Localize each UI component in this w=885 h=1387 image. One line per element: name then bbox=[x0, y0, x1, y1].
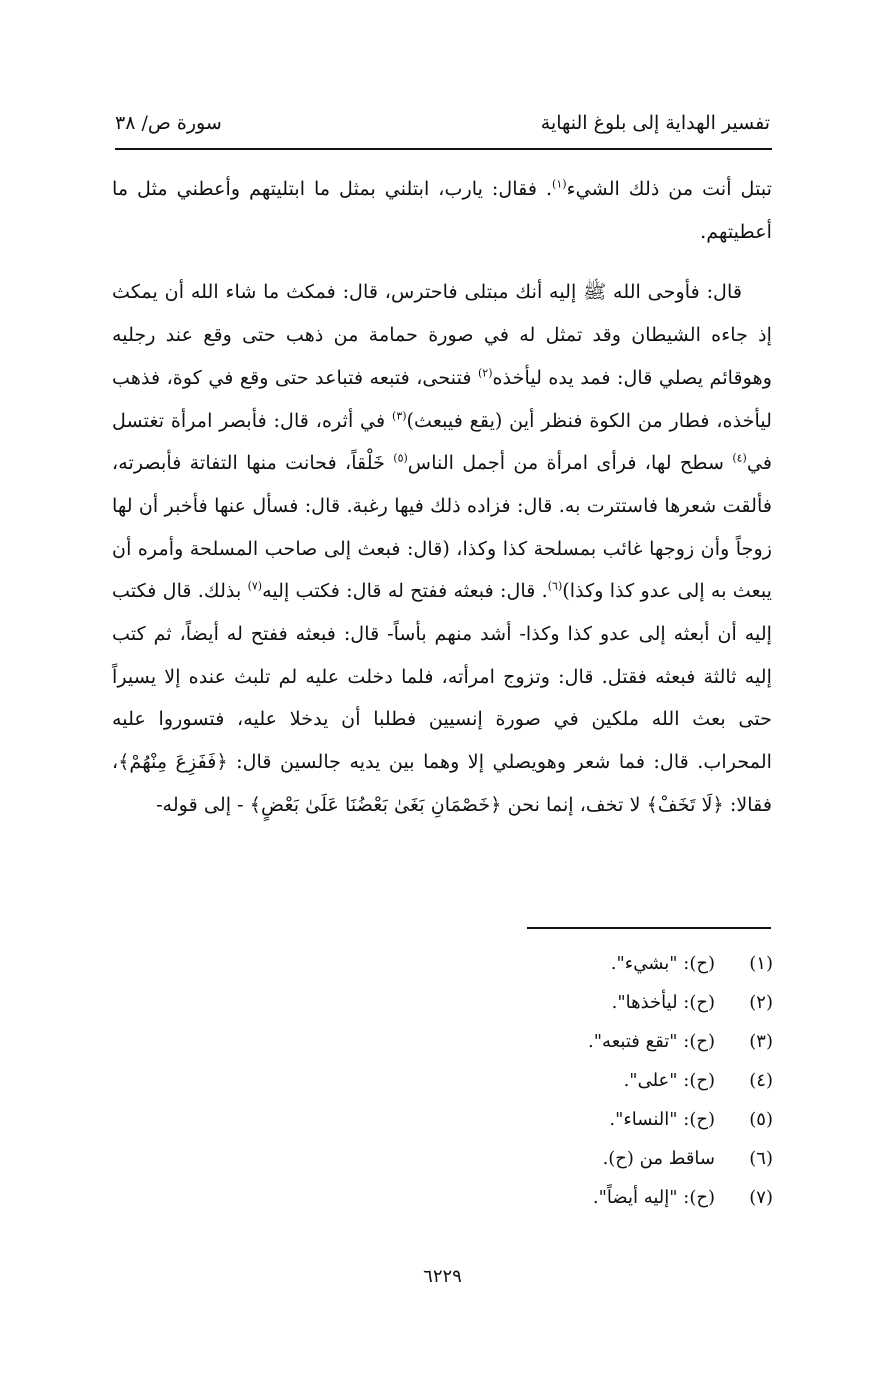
header-divider bbox=[115, 148, 772, 150]
footnote-text: (ح): ليأخذها". bbox=[611, 992, 715, 1013]
text-run: تبتل أنت من ذلك الشيء bbox=[566, 177, 772, 200]
main-text bbox=[112, 168, 772, 827]
footnote-number: (٧) bbox=[749, 1187, 773, 1208]
footnote-item bbox=[313, 983, 773, 1022]
footnotes-list bbox=[313, 944, 773, 1217]
text-run: في أثره، قال: فأبصر امرأة تغتسل في bbox=[112, 408, 772, 475]
book-title: تفسير الهداية إلى بلوغ النهاية bbox=[540, 112, 770, 134]
footnote-text: ساقط من (ح). bbox=[602, 1148, 715, 1169]
footnote-marker: (٣) bbox=[392, 409, 407, 423]
text-run: سطح لها، فرأى امرأة من أجمل الناس bbox=[407, 451, 733, 475]
footnote-number: (٣) bbox=[749, 1031, 773, 1052]
footnote-marker: (٧) bbox=[247, 579, 263, 593]
footnote-number: (٥) bbox=[749, 1109, 773, 1130]
surah-reference: سورة ص/ ٣٨ bbox=[115, 112, 222, 134]
footnote-number: (٤) bbox=[749, 1070, 773, 1091]
text-run: فتنحى، فتبعه فتباعد حتى وقع في كوة، فذهب ليأخذه، فطار من الكوة فنظر أين (يقع فيبعث) bbox=[112, 365, 772, 432]
paragraph bbox=[112, 168, 772, 253]
text-run: . فقال: يارب، ابتلني بمثل ما ابتليتهم وأعطني مثل ما أعطيتهم. bbox=[112, 177, 772, 243]
footnote-marker: (١) bbox=[552, 177, 567, 191]
footnote-text: (ح): "إليه أيضاً". bbox=[592, 1187, 715, 1208]
footnote-number: (٦) bbox=[749, 1148, 773, 1169]
footnote-item bbox=[313, 1139, 773, 1178]
running-header bbox=[115, 112, 770, 146]
text-run: قال: فأوحى الله ﷺ إليه أنك مبتلى فاحترس، قال: فمكث ما شاء الله أن يمكث إذ جاءه الشيطان وقد تمثل له في صورة حمامة من ذهب حتى وقع عند رجليه وهوقائم يصلي قال: فمد يده ليأخذه bbox=[112, 280, 772, 389]
footnote-item bbox=[313, 1022, 773, 1061]
text-run: خَلْقاً، فحانت منها التفاتة فأبصرته، فألقت شعرها فاستترت به. قال: فزاده ذلك فيها رغبة. قال: فسأل عنها فأخبر أن لها زوجاً وأن زوجها غائب بمسلحة كذا وكذا، (قال: فبعث إلى صاحب المسلحة وأمره أن يبعث به إلى عدو كذا وكذا) bbox=[112, 451, 773, 603]
footnote-text: (ح): "النساء". bbox=[609, 1109, 715, 1130]
footnote-text: (ح): "بشيء". bbox=[610, 953, 715, 974]
footnote-marker: (٤) bbox=[732, 451, 747, 465]
footnote-marker: (٢) bbox=[477, 366, 493, 380]
footnote-item bbox=[313, 1061, 773, 1100]
footnote-text: (ح): "تقع فتبعه". bbox=[588, 1031, 715, 1052]
text-run: . قال: فبعثه ففتح له قال: فكتب إليه bbox=[262, 579, 548, 603]
footnote-marker: (٦) bbox=[547, 579, 563, 593]
footnote-text: (ح): "على". bbox=[623, 1070, 715, 1091]
footnote-item bbox=[313, 1100, 773, 1139]
footnote-number: (٢) bbox=[749, 992, 773, 1013]
footnote-item bbox=[313, 944, 773, 983]
footnote-divider bbox=[527, 927, 771, 929]
footnote-number: (١) bbox=[749, 953, 773, 974]
page-number: ٦٢٢٩ bbox=[423, 1266, 462, 1287]
footnote-item bbox=[313, 1178, 773, 1217]
text-run: بذلك. قال فكتب إليه أن أبعثه إلى عدو كذا وكذا- أشد منهم بأساً- قال: فبعثه ففتح له أيضاً، ثم كتب إليه ثالثة فبعثه فقتل. قال: وتزوج امرأته، فلما دخلت عليه لم تلبث عنده إلا يسيراً حتى بعث الله ملكين في صورة إنسيين فطلبا أن يدخلا عليه، فتسوروا عليه المحراب. قال: فما شعر وهويصلي إلا وهما بين يديه جالسين قال: ﴿فَفَزِعَ مِنْهُمْ﴾، فقالا: ﴿لَا تَخَفْ﴾ لا تخف، إنما نحن ﴿خَصْمَانِ بَغَىٰ بَعْضُنَا عَلَىٰ بَعْضٍ﴾ - إلى قوله- bbox=[112, 579, 772, 816]
footnote-marker: (٥) bbox=[393, 451, 408, 465]
paragraph bbox=[112, 271, 772, 826]
